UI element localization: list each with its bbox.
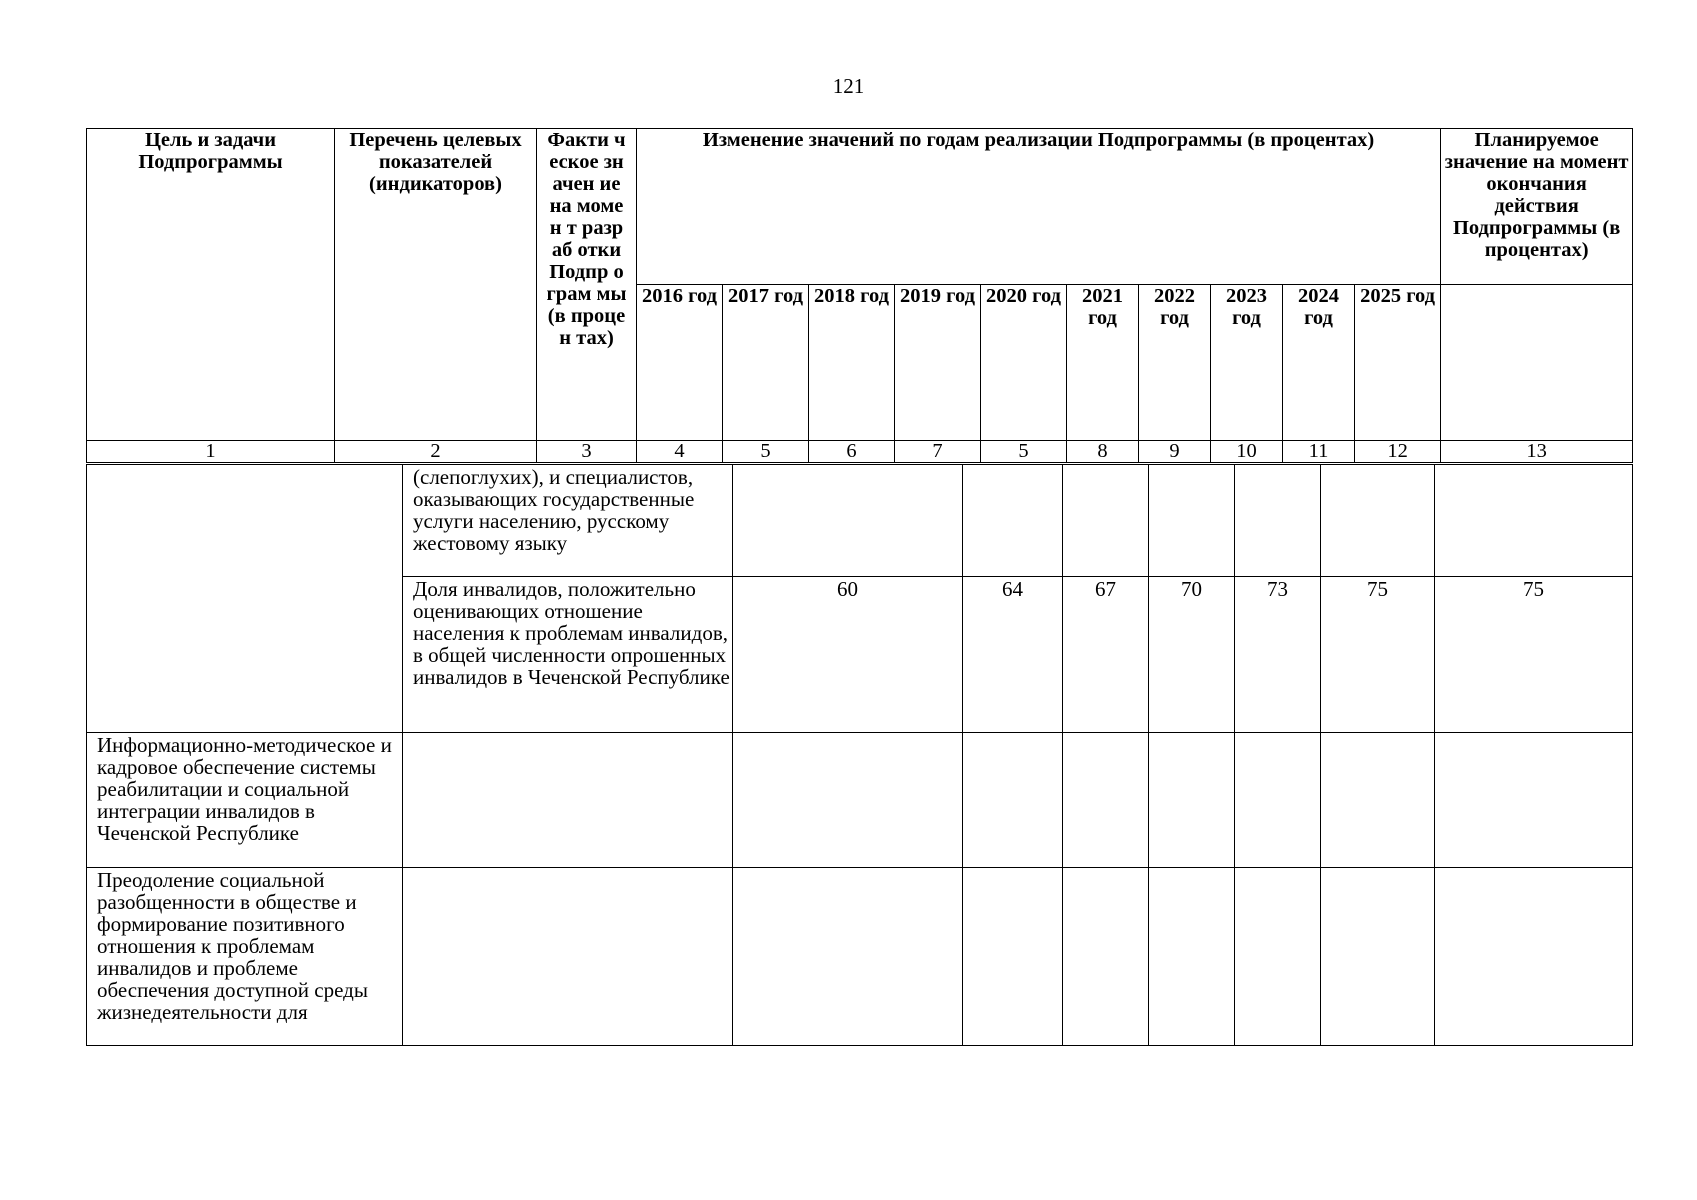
page-number: 121 bbox=[832, 74, 865, 98]
indicator-cell bbox=[403, 733, 733, 868]
table-header bbox=[86, 128, 1633, 463]
value-cell bbox=[1235, 733, 1321, 868]
header-year: 2024 год bbox=[1283, 285, 1355, 441]
value-cell bbox=[1321, 868, 1435, 1046]
header-year: 2019 год bbox=[895, 285, 981, 441]
column-number: 1 bbox=[87, 441, 335, 463]
value-cell bbox=[963, 868, 1063, 1046]
table-row bbox=[87, 465, 1633, 577]
value-cell bbox=[963, 733, 1063, 868]
value-cell bbox=[1063, 733, 1149, 868]
value-2025: 75 bbox=[1321, 577, 1435, 733]
header-year: 2022 год bbox=[1139, 285, 1211, 441]
value-cell bbox=[963, 465, 1063, 577]
value-cell bbox=[1435, 465, 1633, 577]
goal-cell: Преодоление социальной разобщенности в обществе и формирование позитивного отношения к проблемам инвалидов и проблеме обеспечения доступной среды жизнедеятельности для bbox=[87, 868, 403, 1046]
column-number: 9 bbox=[1139, 441, 1211, 463]
header-planned-empty bbox=[1441, 285, 1633, 441]
column-number: 11 bbox=[1283, 441, 1355, 463]
indicator-cell: Доля инвалидов, положительно оценивающих отношение населения к проблемам инвалидов, в общей численности опрошенных инвалидов в Чеченской Республике bbox=[403, 577, 733, 733]
header-year: 2023 год bbox=[1211, 285, 1283, 441]
value-2020: 64 bbox=[963, 577, 1063, 733]
column-number: 12 bbox=[1355, 441, 1441, 463]
column-number: 5 bbox=[723, 441, 809, 463]
value-cell bbox=[1063, 465, 1149, 577]
column-number: 2 bbox=[335, 441, 537, 463]
value-2023: 73 bbox=[1235, 577, 1321, 733]
goal-cell bbox=[87, 465, 403, 733]
column-number: 13 bbox=[1441, 441, 1633, 463]
header-actual-value: Факти ческое значен ие на момен т разраб отки Подпр ограм мы (в процен тах) bbox=[537, 129, 637, 441]
value-cell bbox=[1235, 465, 1321, 577]
header-year: 2017 год bbox=[723, 285, 809, 441]
column-number: 5 bbox=[981, 441, 1067, 463]
header-year: 2018 год bbox=[809, 285, 895, 441]
column-number: 3 bbox=[537, 441, 637, 463]
header-year: 2025 год bbox=[1355, 285, 1441, 441]
table-row bbox=[87, 868, 1633, 1046]
indicator-cell bbox=[403, 868, 733, 1046]
value-2018: 60 bbox=[733, 577, 963, 733]
header-year: 2021 год bbox=[1067, 285, 1139, 441]
header-year: 2020 год bbox=[981, 285, 1067, 441]
table-row bbox=[87, 733, 1633, 868]
column-number: 4 bbox=[637, 441, 723, 463]
value-cell bbox=[1063, 868, 1149, 1046]
column-number: 10 bbox=[1211, 441, 1283, 463]
value-cell bbox=[1435, 733, 1633, 868]
value-cell bbox=[1435, 868, 1633, 1046]
value-2022: 70 bbox=[1149, 577, 1235, 733]
value-cell bbox=[1321, 465, 1435, 577]
value-cell bbox=[733, 868, 963, 1046]
header-goal: Цель и задачи Подпрограммы bbox=[87, 129, 335, 441]
header-indicators: Перечень целевых показателей (индикаторов) bbox=[335, 129, 537, 441]
column-number: 8 bbox=[1067, 441, 1139, 463]
header-years-group: Изменение значений по годам реализации Подпрограммы (в процентах) bbox=[637, 129, 1441, 285]
value-planned: 75 bbox=[1435, 577, 1633, 733]
value-cell bbox=[1321, 733, 1435, 868]
header-year: 2016 год bbox=[637, 285, 723, 441]
value-cell bbox=[1149, 868, 1235, 1046]
value-cell bbox=[733, 465, 963, 577]
value-cell bbox=[1149, 465, 1235, 577]
column-number: 6 bbox=[809, 441, 895, 463]
column-number: 7 bbox=[895, 441, 981, 463]
indicator-cell: (слепоглухих), и специалистов, оказывающих государственные услуги населению, русскому жестовому языку bbox=[403, 465, 733, 577]
value-cell bbox=[1235, 868, 1321, 1046]
value-2021: 67 bbox=[1063, 577, 1149, 733]
header-planned-value: Планируемое значение на момент окончания действия Подпрограммы (в процентах) bbox=[1441, 129, 1633, 285]
value-cell bbox=[1149, 733, 1235, 868]
goal-cell: Информационно-методическое и кадровое обеспечение системы реабилитации и социальной интеграции инвалидов в Чеченской Республике bbox=[87, 733, 403, 868]
value-cell bbox=[733, 733, 963, 868]
table-body bbox=[86, 464, 1633, 1046]
